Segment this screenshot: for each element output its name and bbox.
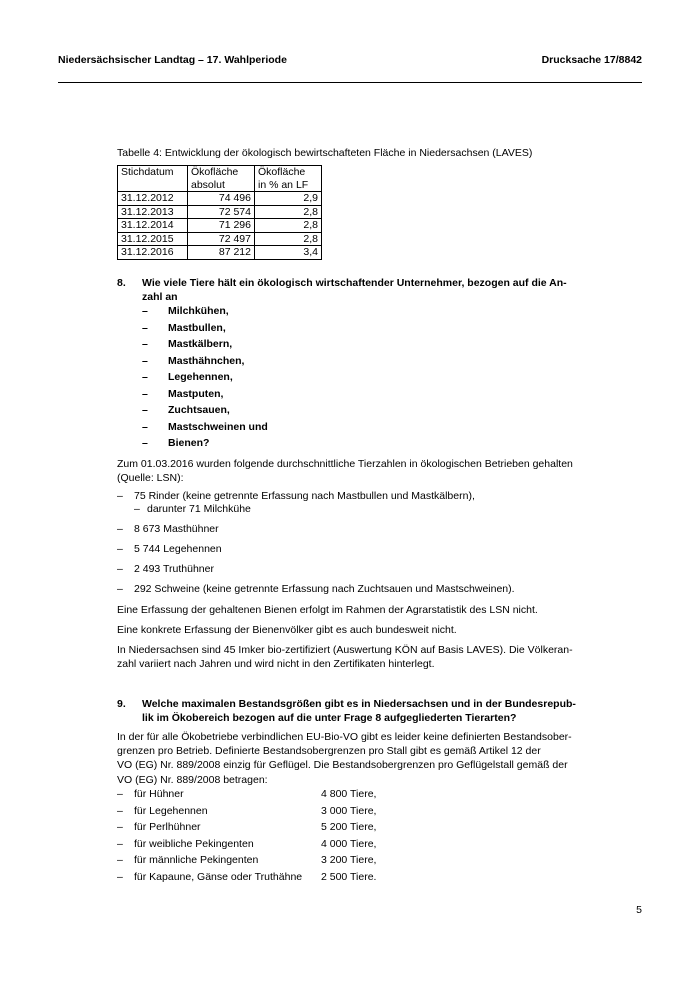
list-item: – Mastbullen, xyxy=(142,322,226,334)
answer-paragraph: Zum 01.03.2016 wurden folgende durchschnittliche Tierzahlen in ökologischen Betrieben gehalten (Quelle: LSN): xyxy=(117,458,573,485)
table-cell: 87 212 xyxy=(188,246,255,260)
table-cell: 2,8 xyxy=(255,219,322,233)
table-cell: 31.12.2013 xyxy=(118,205,188,219)
table-caption: Tabelle 4: Entwicklung der ökologisch bewirtschafteten Fläche in Niedersachsen (LAVES) xyxy=(117,147,533,159)
table-header-cell: Stichdatum xyxy=(118,166,188,192)
table-cell: 31.12.2015 xyxy=(118,232,188,246)
data-table xyxy=(117,165,322,260)
table-row xyxy=(118,219,322,233)
table-row xyxy=(118,246,322,260)
list-item: – 5 744 Legehennen xyxy=(117,543,222,555)
list-item: – Zuchtsauen, xyxy=(142,404,230,416)
table-cell: 3,4 xyxy=(255,246,322,260)
list-item: – Mastkälbern, xyxy=(142,338,233,350)
answer-paragraph: In der für alle Ökobetriebe verbindlichen EU-Bio-VO gibt es leider keine definierten Bestandsober- grenzen pro Betrieb. Definierte Bestandsobergrenzen pro Stall gibt es gemäß Artikel 12 der VO (EG) Nr. 889/2008 einzig für Geflügel. Die Bestandsobergrenzen pro Geflügelstall gemäß der VO (EG) Nr. 889/2008 betragen: xyxy=(117,731,572,786)
list-item: – Mastputen, xyxy=(142,388,224,400)
list-item: – 292 Schweine (keine getrennte Erfassung nach Zuchtsauen und Mastschweinen). xyxy=(117,583,515,595)
answer-paragraph: In Niedersachsen sind 45 Imker bio-zertifiziert (Auswertung KÖN auf Basis LAVES). Die Völkeran- zahl variiert nach Jahren und wird nicht in den Zertifikaten hinterlegt. xyxy=(117,644,573,671)
table-header-cell: Ökofläche absolut xyxy=(188,166,255,192)
table-cell: 2,8 xyxy=(255,232,322,246)
table-cell: 31.12.2014 xyxy=(118,219,188,233)
table-row xyxy=(118,192,322,206)
header-left: Niedersächsischer Landtag – 17. Wahlperiode xyxy=(58,54,287,66)
table-cell: 2,9 xyxy=(255,192,322,206)
list-item: – Legehennen, xyxy=(142,371,233,383)
table-row xyxy=(118,205,322,219)
list-item: – für weibliche Pekingenten 4 000 Tiere, xyxy=(117,838,377,850)
list-item: – für männliche Pekingenten 3 200 Tiere, xyxy=(117,854,377,866)
page-number: 5 xyxy=(636,904,642,916)
table-cell: 31.12.2012 xyxy=(118,192,188,206)
header-right: Drucksache 17/8842 xyxy=(541,54,642,66)
question-number: 9. xyxy=(117,698,126,710)
question-text: Wie viele Tiere hält ein ökologisch wirtschaftender Unternehmer, bezogen auf die An- zahl an xyxy=(142,277,567,303)
table-row xyxy=(118,232,322,246)
list-item: – Mastschweinen und xyxy=(142,421,268,433)
list-item: – 8 673 Masthühner xyxy=(117,523,219,535)
answer-paragraph: Eine konkrete Erfassung der Bienenvölker gibt es auch bundesweit nicht. xyxy=(117,624,457,636)
table-cell: 2,8 xyxy=(255,205,322,219)
list-item: – Masthähnchen, xyxy=(142,355,245,367)
list-item: – 2 493 Truthühner xyxy=(117,563,214,575)
table-header-cell: Ökofläche in % an LF xyxy=(255,166,322,192)
table-cell: 71 296 xyxy=(188,219,255,233)
table-header-row xyxy=(118,166,322,192)
answer-paragraph: Eine Erfassung der gehaltenen Bienen erfolgt im Rahmen der Agrarstatistik des LSN nicht. xyxy=(117,604,538,616)
list-item: – darunter 71 Milchkühe xyxy=(134,503,251,515)
table-cell: 74 496 xyxy=(188,192,255,206)
question-number: 8. xyxy=(117,277,126,289)
list-item: – 75 Rinder (keine getrennte Erfassung nach Mastbullen und Mastkälbern), xyxy=(117,490,475,502)
question-text: Welche maximalen Bestandsgrößen gibt es in Niedersachsen und in der Bundesrepub- lik im Ökobereich bezogen auf die unter Frage 8 aufgegliederten Tierarten? xyxy=(142,698,576,724)
table-cell: 72 574 xyxy=(188,205,255,219)
list-item: – für Hühner 4 800 Tiere, xyxy=(117,788,377,800)
table-cell: 72 497 xyxy=(188,232,255,246)
list-item: – für Legehennen 3 000 Tiere, xyxy=(117,805,377,817)
list-item: – für Kapaune, Gänse oder Truthähne 2 500 Tiere. xyxy=(117,871,377,883)
list-item: – Milchkühen, xyxy=(142,305,229,317)
list-item: – für Perlhühner 5 200 Tiere, xyxy=(117,821,377,833)
list-item: – Bienen? xyxy=(142,437,210,449)
header-rule xyxy=(58,82,642,83)
table-cell: 31.12.2016 xyxy=(118,246,188,260)
